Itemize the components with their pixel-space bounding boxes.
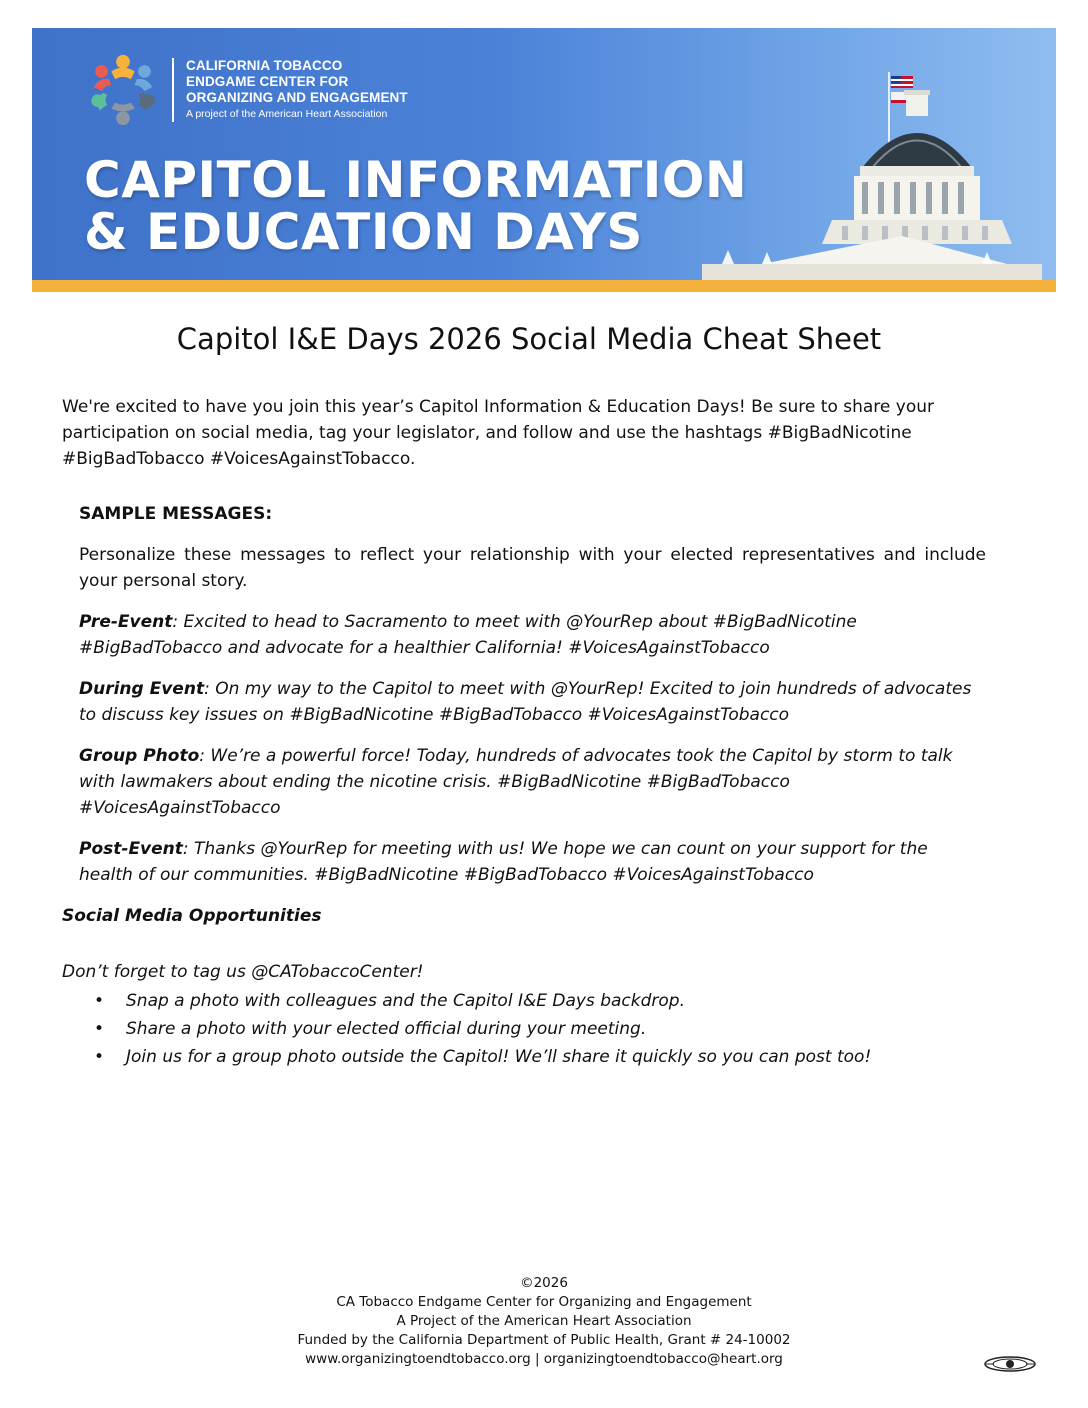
footer-line: A Project of the American Heart Association [396, 1313, 692, 1329]
opportunities-list [62, 987, 1022, 1071]
message-label: Group Photo [79, 746, 200, 766]
sample-message [79, 676, 986, 728]
header-banner [32, 28, 1056, 280]
message-text: : Excited to head to Sacramento to meet with @YourRep about #BigBadNicotine #BigBadTobacco and advocate for a healthier California! #VoicesAgainstTobacco [79, 612, 857, 658]
copyright: ©2026 [520, 1275, 568, 1291]
sample-message [79, 836, 986, 888]
opportunities-tag-line: Don’t forget to tag us @CATobaccoCenter! [62, 962, 424, 982]
footer-links: www.organizingtoendtobacco.org | organizingtoendtobacco@heart.org [305, 1351, 783, 1367]
list-item-text: Join us for a group photo outside the Capitol! We’ll share it quickly so you can post too! [126, 1047, 872, 1067]
list-item-text: Snap a photo with colleagues and the Capitol I&E Days backdrop. [126, 991, 685, 1011]
message-text: : We’re a powerful force! Today, hundreds of advocates took the Capitol by storm to talk with lawmakers about ending the nicotine crisis. #BigBadNicotine #BigBadTobacco #VoicesAgainstTobacco [79, 746, 953, 818]
org-name-line: ENDGAME CENTER FOR [186, 74, 349, 89]
org-name-line: CALIFORNIA TOBACCO [186, 58, 343, 73]
sample-message [79, 609, 986, 661]
list-item [62, 987, 1022, 1015]
org-subtitle: A project of the American Heart Association [186, 108, 388, 120]
capitol-dome-image [682, 68, 1042, 280]
opportunities-heading: Social Media Opportunities [62, 906, 322, 926]
banner-title-line: & EDUCATION DAYS [84, 203, 643, 261]
state-seal-icon [984, 1355, 1036, 1373]
org-name-line: ORGANIZING AND ENGAGEMENT [186, 90, 408, 105]
bullet-icon: • [94, 1047, 105, 1067]
list-item-text: Share a photo with your elected official during your meeting. [126, 1019, 647, 1039]
banner-accent-stripe [32, 280, 1056, 292]
sample-messages-section [79, 501, 986, 903]
instructions-paragraph: Personalize these messages to reflect your relationship with your elected representatives and include your personal story. [79, 545, 986, 591]
footer [0, 1274, 1088, 1369]
org-name-block [172, 58, 408, 122]
list-item [62, 1015, 1022, 1043]
bullet-icon: • [94, 1019, 105, 1039]
message-text: : Thanks @YourRep for meeting with us! We hope we can count on your support for the health of our communities. #BigBadNicotine #BigBadTobacco #VoicesAgainstTobacco [79, 839, 928, 885]
footer-line: Funded by the California Department of Public Health, Grant # 24-10002 [297, 1332, 791, 1348]
banner-title [84, 151, 748, 261]
section-heading: SAMPLE MESSAGES: [79, 504, 273, 524]
bullet-icon: • [94, 991, 105, 1011]
message-label: During Event [79, 679, 205, 699]
people-circle-logo-icon [84, 50, 162, 128]
message-label: Pre-Event [79, 612, 173, 632]
intro-paragraph: We're excited to have you join this year’s Capitol Information & Education Days! Be sure to share your participation on social media, tag your legislator, and follow and use the hashtags #BigBadNicotine #BigBadTobacco #VoicesAgainstTobacco. [62, 397, 935, 469]
message-label: Post-Event [79, 839, 183, 859]
page-title: Capitol I&E Days 2026 Social Media Cheat Sheet [176, 322, 882, 356]
footer-line: CA Tobacco Endgame Center for Organizing and Engagement [336, 1294, 752, 1310]
list-item [62, 1043, 1022, 1071]
message-text: : On my way to the Capitol to meet with @YourRep! Excited to join hundreds of advocates to discuss key issues on #BigBadNicotine #BigBadTobacco #VoicesAgainstTobacco [79, 679, 972, 725]
banner-title-line: CAPITOL INFORMATION [84, 151, 748, 209]
sample-message [79, 743, 986, 821]
